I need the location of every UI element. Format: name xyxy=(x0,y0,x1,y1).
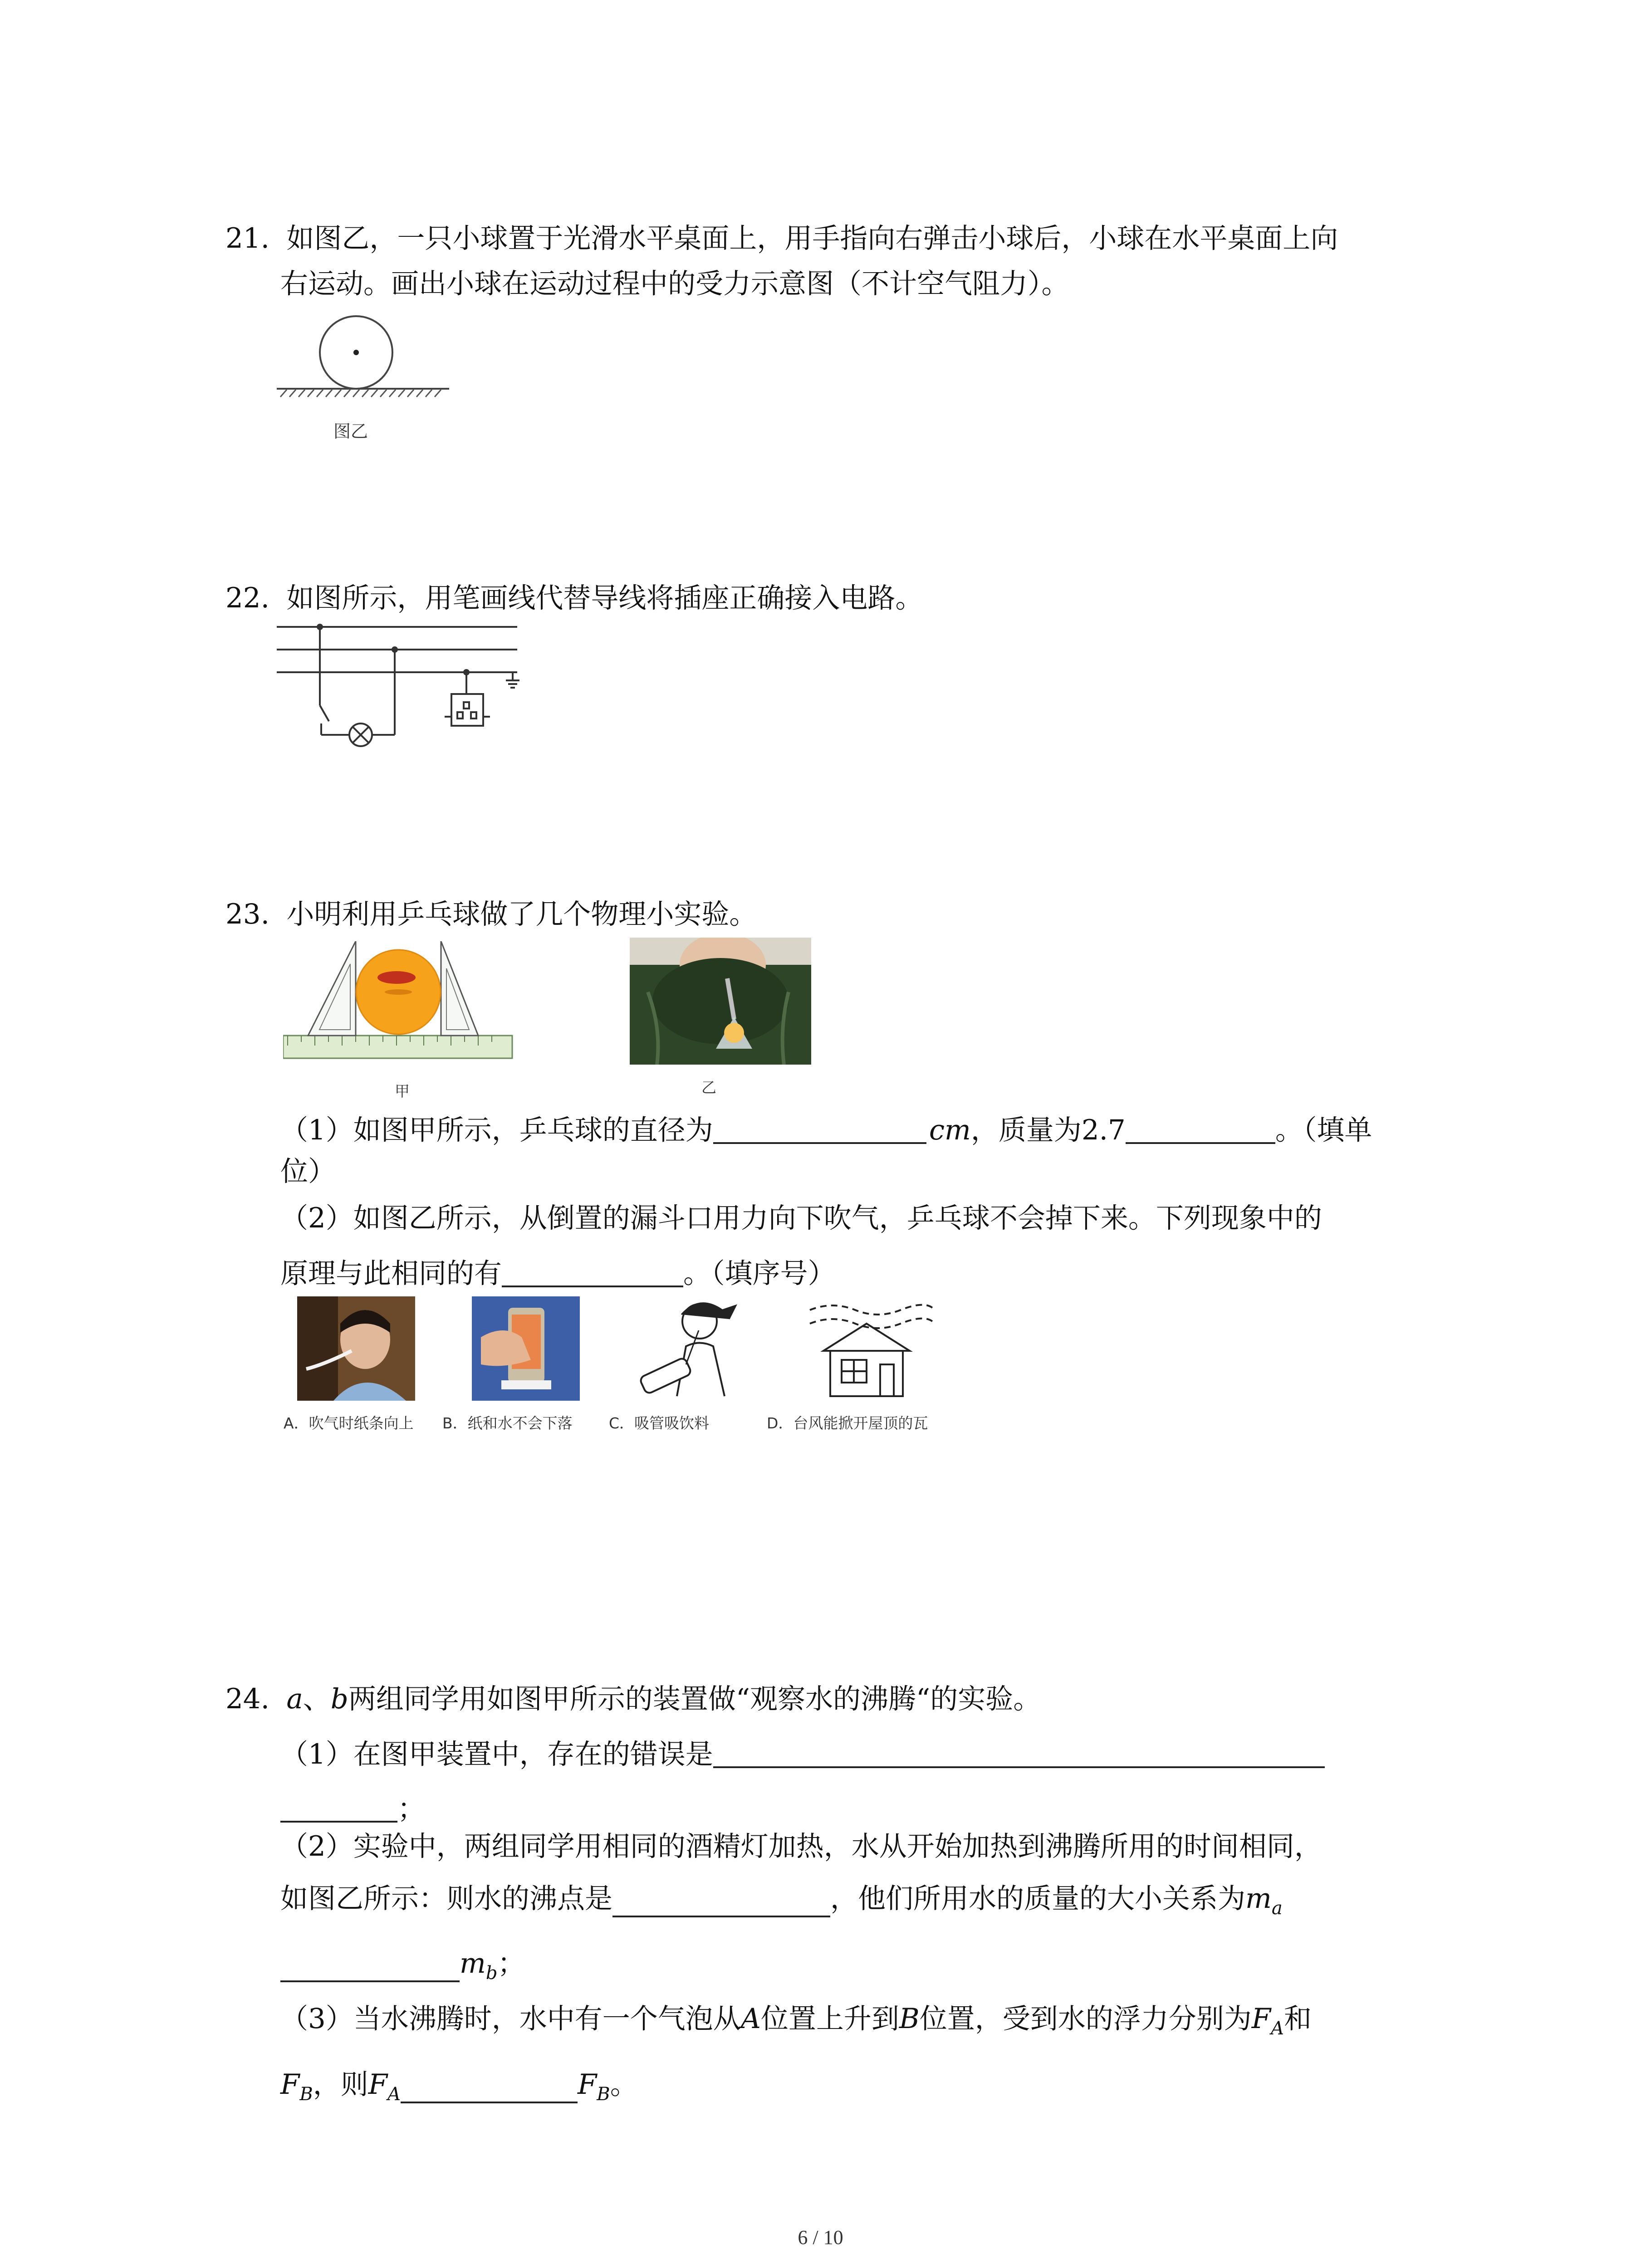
force-subscript-b-2: B xyxy=(597,2084,610,2105)
mass-subscript-a: a xyxy=(1271,1898,1283,1919)
q24-part3-text-d: ，则 xyxy=(313,2068,368,2101)
diameter-unit: cm xyxy=(929,1114,971,1146)
group-a-letter: a xyxy=(286,1683,303,1715)
principle-answer-blank[interactable] xyxy=(502,1256,683,1287)
q21-number: 21. xyxy=(225,222,270,254)
force-subscript-b: B xyxy=(299,2084,313,2105)
q23-text: 小明利用乒乓球做了几个物理小实验。 xyxy=(286,898,757,930)
diameter-answer-blank[interactable] xyxy=(713,1112,926,1144)
q24-part1-end: ； xyxy=(397,1793,426,1825)
switch-symbol xyxy=(320,705,329,721)
q24-part3-end: 。 xyxy=(610,2068,638,2101)
q24-part2-line3 xyxy=(280,1947,525,1984)
q24-part3-text-b: 位置上升到 xyxy=(760,2003,899,2035)
q23-part1-text-d: 位） xyxy=(280,1155,336,1188)
q24-part2-text-b: 如图乙所示：则水的沸点是 xyxy=(280,1882,613,1915)
q24-part1-line xyxy=(280,1736,1325,1768)
mass-symbol-a: m xyxy=(1245,1882,1272,1915)
q23-part1-text-a: （1）如图甲所示，乒乓球的直径为 xyxy=(280,1114,713,1146)
option-c-drawing xyxy=(632,1296,759,1401)
q23-line xyxy=(225,900,757,928)
force-symbol-fb-2: F xyxy=(577,2068,597,2101)
q23-part2-text-a: （2）如图乙所示，从倒置的漏斗口用力向下吹气，乒乓球不会掉下来。下列现象中的 xyxy=(280,1202,1322,1234)
table-hatching xyxy=(280,390,441,397)
ball-on-table-figure xyxy=(277,311,454,401)
option-c-label: C．吸管吸饮料 xyxy=(609,1414,710,1432)
q24-intro-line xyxy=(225,1685,1041,1713)
q24-part3-text-c: 位置，受到水的浮力分别为 xyxy=(919,2003,1252,2035)
force-symbol-fa: F xyxy=(1251,2003,1271,2035)
force-subscript-a-2: A xyxy=(387,2084,401,2105)
force-subscript-a: A xyxy=(1271,2018,1284,2039)
force-symbol-fb: F xyxy=(280,2068,300,2101)
option-d-label: D．台风能掀开屋顶的瓦 xyxy=(767,1414,928,1432)
q24-part3-line2 xyxy=(280,2068,638,2105)
mass-unit-answer-blank[interactable] xyxy=(1126,1112,1275,1144)
q24-part2-text-c: ，他们所用水的质量的大小关系为 xyxy=(830,1882,1246,1915)
ruler-ball-figure xyxy=(283,941,514,1068)
option-b-label: B．纸和水不会下落 xyxy=(442,1414,573,1432)
q24-intro-text: 两组同学用如图甲所示的装置做“观察水的沸腾“的实验。 xyxy=(348,1683,1041,1715)
q23-part1-text-c: 。（填单 xyxy=(1275,1114,1372,1146)
q24-part3-line1 xyxy=(280,2005,1312,2038)
option-a-photo xyxy=(297,1296,415,1401)
mass-subscript-b: b xyxy=(485,1963,498,1984)
q24-part2-line2 xyxy=(280,1882,1283,1919)
mass-relation-answer-blank[interactable] xyxy=(280,1950,460,1982)
socket-symbol xyxy=(451,694,483,726)
page-number: 6 / 10 xyxy=(798,2226,843,2248)
q24-part2-text-a: （2）实验中，两组同学用相同的酒精灯加热，水从开始加热到沸腾所用的时间相同， xyxy=(280,1830,1322,1862)
q23-figure-jia-label: 甲 xyxy=(395,1082,410,1100)
buoyancy-comparison-blank[interactable] xyxy=(401,2072,578,2103)
boiling-point-answer-blank[interactable] xyxy=(612,1886,830,1917)
q22-number: 22. xyxy=(225,582,270,614)
q24-separator: 、 xyxy=(303,1683,331,1715)
q21-text-line1: 如图乙，一只小球置于光滑水平桌面上，用手指向右弹击小球后，小球在水平桌面上向 xyxy=(286,222,1338,254)
error-answer-blank-1[interactable] xyxy=(713,1736,1325,1768)
q23-part1-text-b: ，质量为2.7 xyxy=(970,1114,1126,1146)
group-b-letter: b xyxy=(330,1683,348,1715)
q24-number: 24. xyxy=(225,1683,270,1715)
q22-text: 如图所示，用笔画线代替导线将插座正确接入电路。 xyxy=(286,582,923,614)
left-set-square xyxy=(308,941,356,1036)
q24-part1-text: （1）在图甲装置中，存在的错误是 xyxy=(280,1738,713,1770)
force-symbol-fa-2: F xyxy=(368,2068,388,2101)
option-b-photo xyxy=(472,1296,580,1401)
q23-part1-line xyxy=(280,1112,1372,1144)
socket-circuit-figure xyxy=(277,621,531,758)
q23-figure-yi-label: 乙 xyxy=(701,1079,716,1096)
q23-part2-text-b: 原理与此相同的有 xyxy=(280,1257,502,1290)
error-answer-blank-2[interactable] xyxy=(280,1791,397,1823)
q21-text-line2: 右运动。画出小球在运动过程中的受力示意图（不计空气阻力）。 xyxy=(280,268,1069,300)
q24-part3-and: 和 xyxy=(1283,2003,1312,2035)
q21-figure-caption: 图乙 xyxy=(333,421,368,441)
q21-line1 xyxy=(225,222,1338,254)
q24-part3-text-a: （3）当水沸腾时，水中有一个气泡从 xyxy=(280,2003,741,2035)
position-a: A xyxy=(740,2003,761,2035)
q24-part2-end: ； xyxy=(497,1947,525,1980)
position-b: B xyxy=(899,2003,920,2035)
q22-line xyxy=(225,584,923,612)
q23-part2-line2 xyxy=(280,1256,836,1290)
q23-number: 23. xyxy=(225,898,270,930)
q23-part2-text-c: 。（填序号） xyxy=(683,1257,836,1290)
mass-symbol-b: m xyxy=(460,1947,486,1980)
ball-center-dot xyxy=(353,350,359,355)
q24-part1-line2 xyxy=(280,1791,425,1823)
funnel-blow-photo xyxy=(630,938,811,1065)
option-a-label: A．吹气时纸条向上 xyxy=(284,1414,414,1432)
option-d-drawing xyxy=(805,1296,937,1401)
